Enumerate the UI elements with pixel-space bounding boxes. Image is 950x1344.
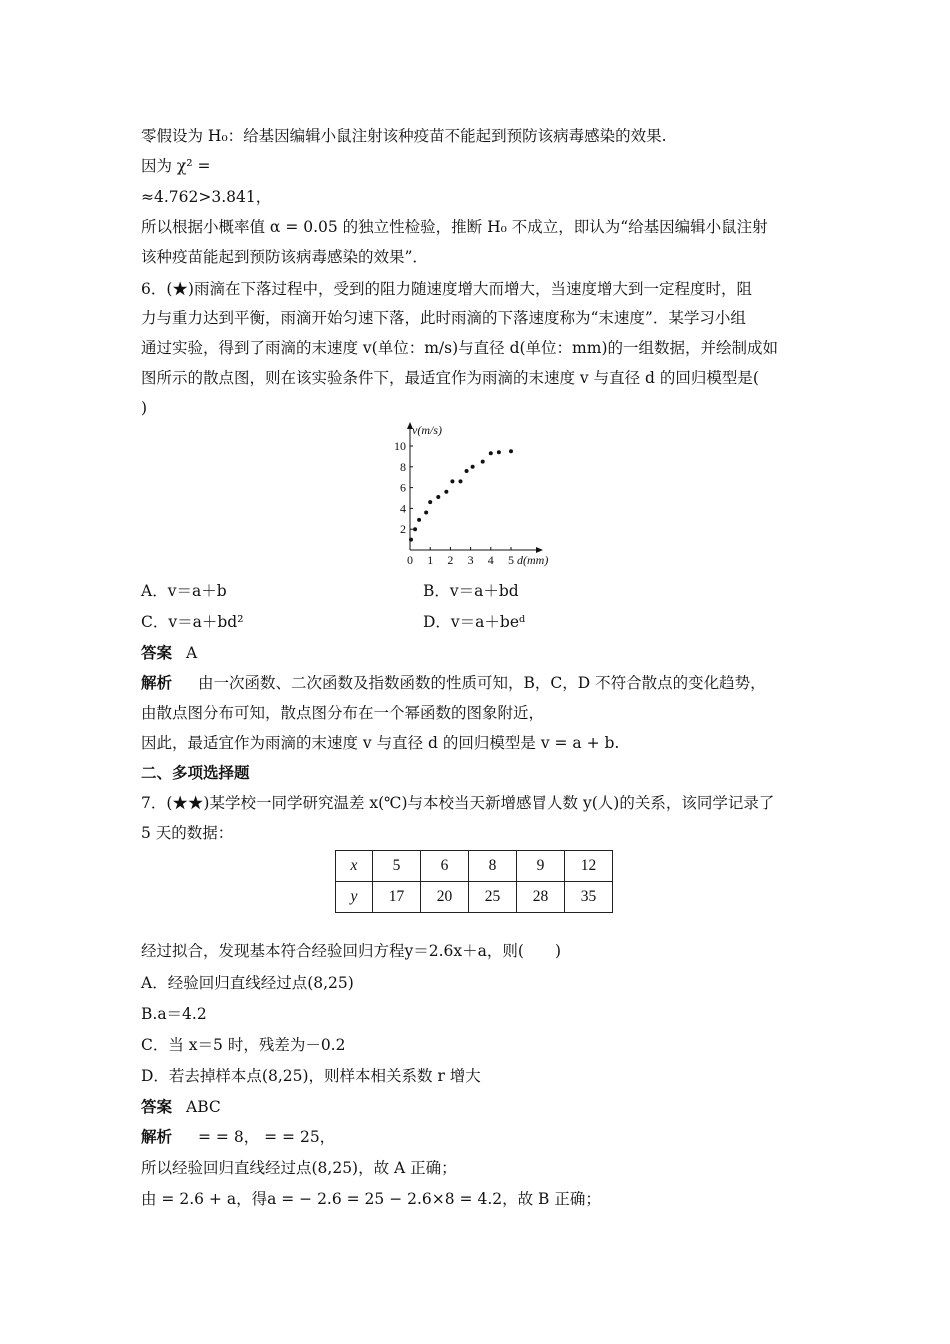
question-6-text: ) (141, 399, 148, 417)
analysis-label: 解析 (141, 1128, 173, 1146)
analysis-text: 由散点图分布可知，散点图分布在一个幂函数的图象附近， (141, 704, 545, 722)
x-tick-label: 3 (467, 553, 474, 567)
option-d: D．若去掉样本点(8,25)，则样本相关系数 r 增大 (141, 1067, 481, 1085)
section-heading: 二、多项选择题 (141, 764, 250, 782)
answer-row (141, 1096, 821, 1118)
analysis-row (141, 672, 821, 694)
table-row (336, 882, 613, 913)
table-cell: 20 (421, 882, 469, 913)
x-tick-label: 4 (487, 553, 494, 567)
y-axis-label: v(m/s) (412, 423, 442, 437)
answer-value: A (186, 644, 198, 662)
table-cell: 17 (373, 882, 421, 913)
analysis-label: 解析 (141, 674, 173, 692)
analysis-text: = = 8， = = 25， (198, 1128, 336, 1146)
data-point (509, 449, 513, 453)
answer-label: 答案 (141, 644, 173, 662)
data-point (450, 479, 454, 483)
question-7-text: 7．(★★)某学校一同学研究温差 x(℃)与本校当天新增感冒人数 y(人)的关系，该同学记录了 (141, 794, 775, 812)
analysis-text: 由 = 2.6 + a，得a = − 2.6 = 25 − 2.6×8 = 4.2，故 B 正确； (141, 1190, 601, 1208)
option-a: A．v＝a＋b (141, 582, 227, 600)
x-tick-label: 2 (447, 553, 454, 567)
table-cell: 12 (565, 851, 613, 882)
table-row (336, 851, 613, 882)
data-point (428, 500, 432, 504)
answer-label: 答案 (141, 1098, 173, 1116)
x-axis-label: d(mm) (517, 553, 549, 567)
y-tick-label: 6 (400, 480, 406, 495)
data-point (444, 490, 448, 494)
text-line: 因为 χ² = (141, 157, 211, 175)
y-tick-label: 4 (400, 501, 406, 516)
data-point (424, 511, 428, 515)
text-line: 所以根据小概率值 α = 0.05 的独立性检验，推断 H₀ 不成立，即认为“给基因编辑小鼠注射 (141, 218, 768, 236)
x-tick-label: 1 (427, 553, 434, 567)
table-cell: 9 (517, 851, 565, 882)
table-cell: x (336, 851, 373, 882)
data-table (335, 850, 613, 913)
question-6-text: 通过实验，得到了雨滴的末速度 v(单位：m/s)与直径 d(单位：mm)的一组数据，并绘制成如 (141, 339, 778, 357)
data-point (459, 479, 463, 483)
data-point (465, 469, 469, 473)
data-point (489, 451, 493, 455)
analysis-text: 由一次函数、二次函数及指数函数的性质可知，B，C，D 不符合散点的变化趋势， (198, 674, 766, 692)
table-cell: 8 (469, 851, 517, 882)
analysis-row (141, 1126, 821, 1148)
table-cell: 35 (565, 882, 613, 913)
answer-row (141, 642, 821, 664)
x-tick-label: 0 (407, 553, 413, 567)
question-7-text: 经过拟合，发现基本符合经验回归方程y＝2.6x＋a，则( ) (141, 942, 561, 960)
analysis-text: 所以经验回归直线经过点(8,25)，故 A 正确； (141, 1159, 457, 1177)
table-cell: 25 (469, 882, 517, 913)
option-a: A．经验回归直线经过点(8,25) (141, 974, 354, 992)
data-point (436, 495, 440, 499)
table-cell: 5 (373, 851, 421, 882)
question-6-text: 图所示的散点图，则在该实验条件下，最适宜作为雨滴的末速度 v 与直径 d 的回归模型是( (141, 369, 759, 387)
data-point (409, 538, 413, 542)
x-tick-label: 5 (508, 553, 514, 567)
option-b: B．v＝a＋bd (423, 582, 519, 600)
option-b: B.a＝4.2 (141, 1005, 207, 1023)
table-cell: y (336, 882, 373, 913)
question-6-text: 力与重力达到平衡，雨滴开始匀速下落，此时雨滴的下落速度称为“末速度”．某学习小组 (141, 309, 746, 327)
table-cell: 6 (421, 851, 469, 882)
data-point (497, 450, 501, 454)
answer-value: ABC (186, 1098, 221, 1116)
text-line: ≈4.762>3.841， (141, 188, 272, 206)
y-tick-label: 10 (394, 439, 406, 453)
analysis-text: 因此，最适宜作为雨滴的末速度 v 与直径 d 的回归模型是 v = a + b. (141, 734, 620, 752)
data-point (471, 465, 475, 469)
data-point (417, 518, 421, 522)
data-point (413, 527, 417, 531)
data-point (481, 460, 485, 464)
option-c: C．当 x＝5 时，残差为－0.2 (141, 1036, 346, 1054)
question-6-text: 6．(★)雨滴在下落过程中，受到的阻力随速度增大而增大，当速度增大到一定程度时，阻 (141, 280, 752, 298)
y-tick-label: 2 (400, 522, 406, 537)
y-tick-label: 8 (400, 459, 406, 474)
question-7-text: 5 天的数据： (141, 824, 234, 842)
text-line: 零假设为 H₀：给基因编辑小鼠注射该种疫苗不能起到预防该病毒感染的效果. (141, 127, 667, 145)
option-d: D．v＝a＋beᵈ (423, 613, 526, 631)
option-c: C．v＝a＋bd² (141, 613, 244, 631)
scatter-chart (384, 420, 574, 570)
table-cell: 28 (517, 882, 565, 913)
text-line: 该种疫苗能起到预防该病毒感染的效果”． (141, 248, 428, 266)
